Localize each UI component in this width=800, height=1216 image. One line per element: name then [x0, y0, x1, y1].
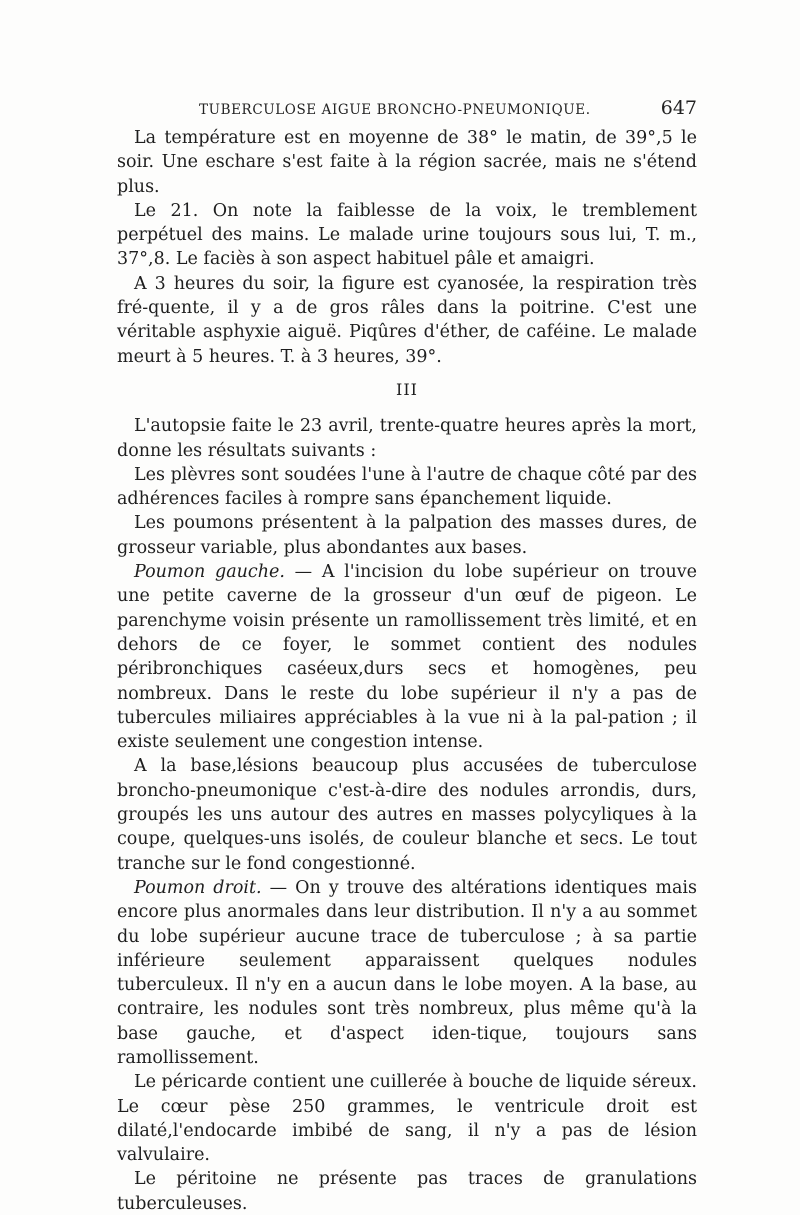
- paragraph-death: [117, 272, 697, 369]
- paragraph-text: Les poumons présentent à la palpation des masses dures, de grosseur variable, plus abondantes aux bases.: [117, 513, 697, 558]
- paragraph-base-gauche: [117, 754, 697, 875]
- paragraph-autopsy-intro: [117, 414, 697, 463]
- running-title: TUBERCULOSE AIGUE BRONCHO-PNEUMONIQUE.: [199, 102, 591, 118]
- paragraph-text: Le 21. On note la faiblesse de la voix, le tremblement perpétuel des mains. Le malade urine toujours sous lui, T. m., 37°,8. Le faciès à son aspect habituel pâle et amaigri.: [117, 200, 697, 270]
- paragraph-plevres: [117, 463, 697, 512]
- paragraph-text: La température est en moyenne de 38° le matin, de 39°,5 le soir. Une eschare s'est faite à la région sacrée, mais ne s'étend plus.: [117, 128, 697, 197]
- section-number: III: [396, 379, 418, 399]
- paragraph-text: Le péricarde contient une cuillerée à bouche de liquide séreux. Le cœur pèse 250 grammes, le ventricule droit est dilaté,l'endocarde imbibé de sang, il n'y a pas de lésion valvulaire.: [117, 1072, 697, 1166]
- paragraph-text: A la base,lésions beaucoup plus accusées de tuberculose broncho-pneumonique c'est-à-dire des nodules arrondis, durs, groupés les uns autour des autres en masses polycyliques à la coupe, quelques-uns isolés, de couleur blanche et secs. Le tout tranche sur le fond congestionné.: [117, 756, 697, 874]
- paragraph-pericarde: [117, 1070, 697, 1167]
- paragraph-text: L'autopsie faite le 23 avril, trente-quatre heures après la mort, donne les résultats suivants :: [117, 416, 697, 461]
- page-number: 647: [660, 97, 697, 119]
- paragraph-poumon-gauche: [117, 560, 697, 754]
- paragraph-temperature: [117, 126, 697, 199]
- paragraph-poumon-droit: [117, 876, 697, 1070]
- paragraph-text: — A l'incision du lobe supérieur on trouve une petite caverne de la grosseur d'un œuf de pigeon. Le parenchyme voisin présente un ramollissement très limité, et en dehors de ce foyer, le sommet contient des nodules péribronchiques caséeux,durs secs et homogènes, peu nombreux. Dans le reste du lobe supérieur il n'y a pas de tubercules miliaires appréciables à la vue ni à la pal-pation ; il existe seulement une congestion intense.: [117, 562, 697, 753]
- paragraph-text: Les plèvres sont soudées l'une à l'autre de chaque côté par des adhérences faciles à rompre sans épanchement liquide.: [117, 464, 697, 510]
- page-content: [117, 96, 697, 1216]
- page-header: [199, 96, 697, 126]
- paragraph-poumons: [117, 511, 697, 560]
- paragraph-peritoine: [117, 1167, 697, 1216]
- paragraph-text: — On y trouve des altérations identiques mais encore plus anormales dans leur distribution. Il n'y a au sommet du lobe supérieur aucune trace de tuberculose ; à sa partie inférieure seulement apparaissent quelques nodules tuberculeux. Il n'y en a aucun dans le lobe moyen. A la base, au contraire, les nodules sont très nombreux, plus même qu'à la base gauche, et d'aspect iden-tique, toujours sans ramollissement.: [117, 877, 697, 1068]
- paragraph-day-21: [117, 199, 697, 272]
- paragraph-lead: Poumon gauche.: [134, 562, 285, 583]
- paragraph-text: Le péritoine ne présente pas traces de granulations tuberculeuses.: [117, 1169, 697, 1214]
- paragraph-lead: Poumon droit.: [134, 877, 262, 898]
- paragraph-text: A 3 heures du soir, la figure est cyanosée, la respiration très fré-quente, il y a de gros râles dans la poitrine. C'est une véritable asphyxie aiguë. Piqûres d'éther, de caféine. Le malade meurt à 5 heures. T. à 3 heures, 39°.: [117, 273, 697, 367]
